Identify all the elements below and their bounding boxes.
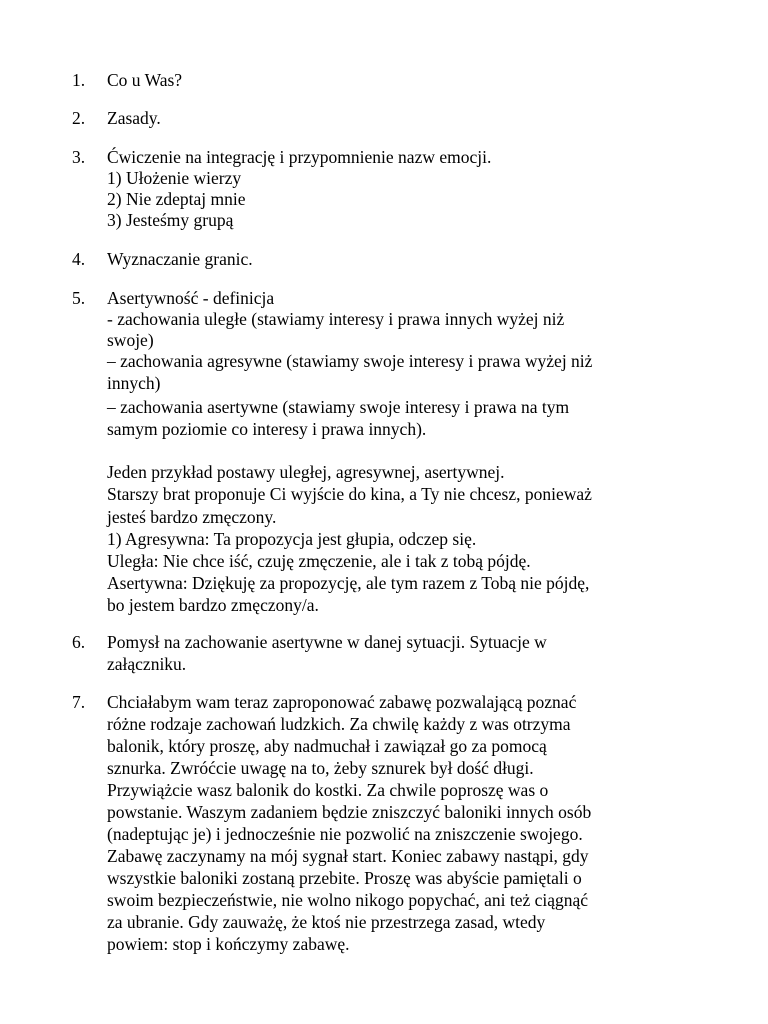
- item-7-line: sznurka. Zwróćcie uwagę na to, żeby sznurek był dość długi.: [107, 758, 534, 778]
- item-5-example-line: Uległa: Nie chce iść, czuję zmęczenie, ale i tak z tobą pójdę.: [107, 551, 531, 571]
- item-7-line: powiem: stop i kończymy zabawę.: [107, 934, 350, 954]
- item-7-line: Chciałabym wam teraz zaproponować zabawę pozwalającą poznać: [107, 692, 577, 712]
- item-7-line: Przywiążcie wasz balonik do kostki. Za chwile poproszę was o: [107, 780, 549, 800]
- item-5-example-line: Asertywna: Dziękuję za propozycję, ale tym razem z Tobą nie pójdę,: [107, 573, 590, 593]
- item-2-number: 2.: [72, 108, 86, 128]
- item-5-example-line: bo jestem bardzo zmęczony/a.: [107, 595, 319, 615]
- item-3-line: 2) Nie zdeptaj mnie: [107, 189, 246, 209]
- item-3-line: 1) Ułożenie wierzy: [107, 168, 242, 188]
- item-3-line: 3) Jesteśmy grupą: [107, 210, 234, 230]
- item-7-line: powstanie. Waszym zadaniem będzie zniszczyć baloniki innych osób: [107, 802, 592, 822]
- item-7-line: różne rodzaje zachowań ludzkich. Za chwilę każdy z was otrzyma: [107, 714, 571, 734]
- item-4-text: Wyznaczanie granic.: [107, 249, 253, 269]
- item-7-line: Zabawę zaczynamy na mój sygnał start. Koniec zabawy nastąpi, gdy: [107, 846, 589, 866]
- item-7-line: swoim bezpieczeństwie, nie wolno nikogo popychać, ani też ciągnąć: [107, 890, 589, 910]
- item-5-example-line: jesteś bardzo zmęczony.: [107, 507, 277, 527]
- item-7-line: (nadeptując je) i jednocześnie nie pozwolić na zniszczenie swojego.: [107, 824, 583, 844]
- item-1-number: 1.: [72, 70, 86, 90]
- item-3-number: 3.: [72, 147, 86, 167]
- item-4-number: 4.: [72, 249, 86, 269]
- item-3-line: Ćwiczenie na integrację i przypomnienie nazw emocji.: [107, 147, 492, 167]
- item-5-line: – zachowania asertywne (stawiamy swoje interesy i prawa na tym: [107, 397, 570, 417]
- item-5-example-line: Jeden przykład postawy uległej, agresywnej, asertywnej.: [107, 462, 505, 482]
- item-7-line: za ubranie. Gdy zauważę, że ktoś nie przestrzega zasad, wtedy: [107, 912, 546, 932]
- item-7-line: wszystkie baloniki zostaną przebite. Proszę was abyście pamiętali o: [107, 868, 582, 888]
- item-7-line: balonik, który proszę, aby nadmuchał i zawiązał go za pomocą: [107, 736, 547, 756]
- item-5-line: – zachowania agresywne (stawiamy swoje interesy i prawa wyżej niż: [107, 351, 593, 371]
- item-5-line: Asertywność - definicja: [107, 288, 275, 308]
- item-6-number: 6.: [72, 632, 86, 652]
- item-6-line: Pomysł na zachowanie asertywne w danej sytuacji. Sytuacje w: [107, 632, 547, 652]
- item-5-example-line: 1) Agresywna: Ta propozycja jest głupia, odczep się.: [107, 529, 477, 549]
- item-5-line: innych): [107, 373, 161, 393]
- item-7-number: 7.: [72, 692, 86, 712]
- item-5-line: - zachowania uległe (stawiamy interesy i prawa innych wyżej niż: [107, 309, 565, 329]
- item-5-number: 5.: [72, 288, 86, 308]
- item-1-text: Co u Was?: [107, 70, 183, 90]
- item-2-text: Zasady.: [107, 108, 161, 128]
- item-6-line: załączniku.: [107, 654, 187, 674]
- item-5-example-line: Starszy brat proponuje Ci wyjście do kina, a Ty nie chcesz, ponieważ: [107, 484, 592, 504]
- item-5-line: samym poziomie co interesy i prawa innych).: [107, 419, 427, 439]
- item-5-line: swoje): [107, 330, 154, 350]
